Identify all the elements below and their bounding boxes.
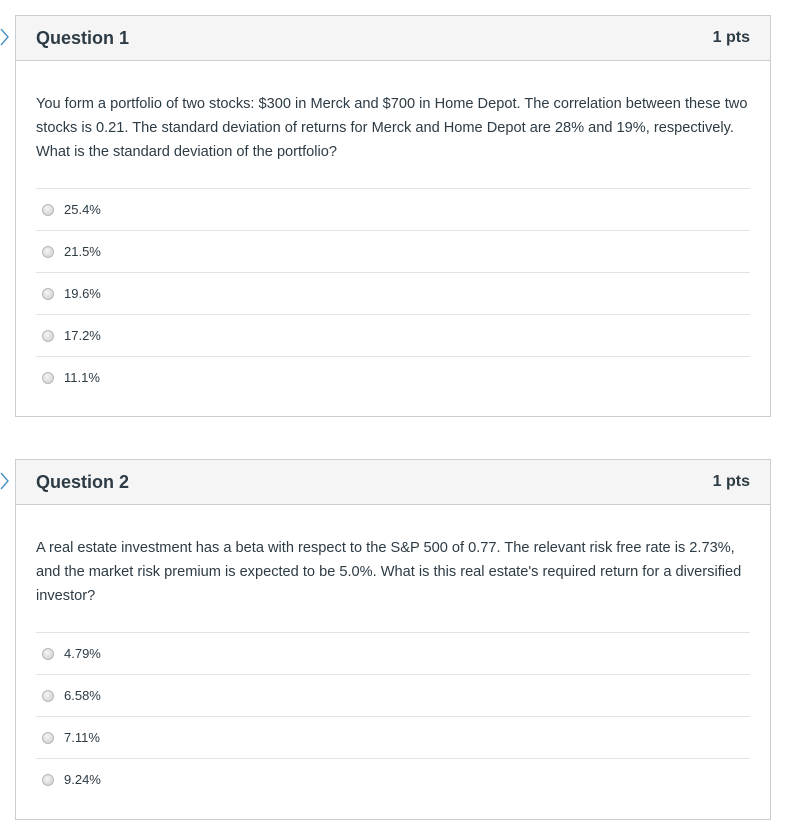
answer-label: 9.24% [64, 772, 101, 787]
question-2-answer-option[interactable] [36, 759, 750, 800]
question-1-answer-option[interactable] [36, 189, 750, 231]
question-1-header [16, 16, 770, 61]
radio-button[interactable] [42, 288, 54, 300]
question-2-answer-option[interactable] [36, 717, 750, 759]
question-1-text: You form a portfolio of two stocks: $300 in Merck and $700 in Home Depot. The correlation between these two stocks is 0.21. The standard deviation of returns for Merck and Home Depot are 28% and 19%, respectively. What is the standard deviation of the portfolio? [36, 96, 748, 160]
answer-label: 19.6% [64, 286, 101, 301]
question-1-points: 1 pts [712, 29, 750, 46]
answer-label: 4.79% [64, 646, 101, 661]
answer-label: 7.11% [64, 730, 100, 745]
radio-button[interactable] [42, 648, 54, 660]
question-2-answer-option[interactable] [36, 675, 750, 717]
question-1-answers [36, 188, 750, 398]
answer-label: 25.4% [64, 202, 101, 217]
question-2-answer-option[interactable] [36, 633, 750, 675]
radio-button[interactable] [42, 690, 54, 702]
question-1-answer-option[interactable] [36, 315, 750, 357]
question-2-title: Question 2 [36, 471, 130, 492]
question-2-text: A real estate investment has a beta with respect to the S&P 500 of 0.77. The relevant risk free rate is 2.73%, and the market risk premium is expected to be 5.0%. What is this real estate's required return for a diversified investor? [36, 540, 742, 604]
question-1 [15, 15, 771, 417]
answer-label: 17.2% [64, 328, 101, 343]
radio-button[interactable] [42, 372, 54, 384]
radio-button[interactable] [42, 330, 54, 342]
radio-button[interactable] [42, 774, 54, 786]
question-1-body [16, 61, 770, 398]
question-2-header [16, 460, 770, 505]
question-1-chevron-right-icon [0, 28, 10, 46]
question-1-answer-option[interactable] [36, 273, 750, 315]
question-2-answers [36, 632, 750, 800]
answer-label: 21.5% [64, 244, 101, 259]
radio-button[interactable] [42, 732, 54, 744]
answer-label: 11.1% [64, 370, 100, 385]
question-2-points: 1 pts [712, 473, 750, 490]
question-2-body [16, 505, 770, 800]
radio-button[interactable] [42, 204, 54, 216]
answer-label: 6.58% [64, 688, 101, 703]
question-1-answer-option[interactable] [36, 231, 750, 273]
question-1-title: Question 1 [36, 27, 130, 48]
question-2 [15, 459, 771, 820]
question-2-chevron-right-icon [0, 472, 10, 490]
radio-button[interactable] [42, 246, 54, 258]
question-1-answer-option[interactable] [36, 357, 750, 398]
